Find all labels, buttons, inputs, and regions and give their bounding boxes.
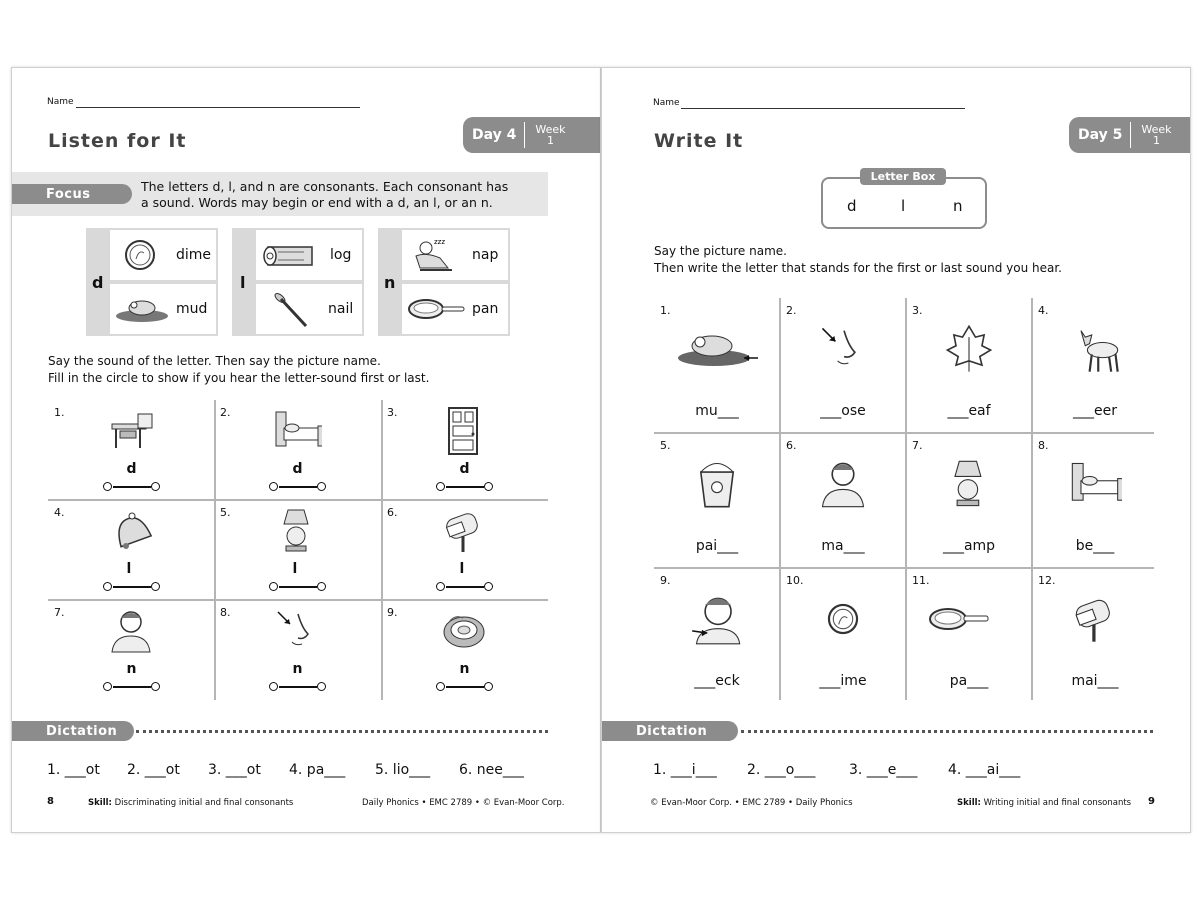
answer-blank[interactable]: pai___	[695, 538, 739, 554]
answer-blank[interactable]: be___	[1075, 538, 1115, 554]
name-line	[76, 106, 360, 108]
item-number: 9.	[387, 606, 398, 619]
grid-item	[381, 400, 548, 500]
dime-icon	[816, 592, 870, 646]
last-circle[interactable]	[484, 682, 493, 691]
first-last-choice	[103, 582, 161, 592]
item-number: 10.	[786, 574, 804, 587]
grid-item	[1032, 433, 1158, 567]
desk-icon	[106, 406, 156, 456]
first-last-choice	[103, 482, 161, 492]
nose-icon	[816, 322, 870, 376]
answer-blank[interactable]: ___ose	[820, 403, 866, 419]
first-circle[interactable]	[436, 582, 445, 591]
grid-item	[214, 400, 381, 500]
lamp-icon	[272, 506, 322, 556]
answer-blank[interactable]: mu___	[695, 403, 739, 419]
focus-text: The letters d, l, and n are consonants. Each consonant has a sound. Words may begin or end with a d, an l, or an n.	[141, 179, 509, 210]
dictation-item[interactable]: 5. lio___	[375, 762, 431, 778]
credit-text: © Evan-Moor Corp. • EMC 2789 • Daily Phonics	[650, 798, 853, 808]
last-circle[interactable]	[484, 582, 493, 591]
mud-icon	[114, 294, 170, 324]
item-number: 9.	[660, 574, 671, 587]
target-letter: n	[126, 661, 137, 677]
dictation-label: Dictation	[602, 721, 738, 741]
first-circle[interactable]	[103, 482, 112, 491]
last-circle[interactable]	[317, 582, 326, 591]
left-page	[11, 67, 601, 833]
door-icon	[439, 406, 489, 456]
key-word: log	[330, 247, 352, 263]
grid-item	[780, 568, 906, 702]
grid-item	[654, 568, 780, 702]
pail-icon	[690, 457, 744, 511]
dictation-item[interactable]: 3. ___ot	[208, 762, 261, 778]
first-last-choice	[269, 482, 327, 492]
svg-text:zzz: zzz	[434, 238, 446, 246]
item-number: 2.	[220, 406, 231, 419]
answer-blank[interactable]: ___eer	[1073, 403, 1117, 419]
grid-item	[48, 500, 215, 600]
last-circle[interactable]	[484, 482, 493, 491]
key-word: dime	[176, 247, 212, 263]
first-circle[interactable]	[269, 682, 278, 691]
page-number: 8	[47, 796, 54, 807]
pan-icon	[406, 296, 466, 322]
item-number: 5.	[660, 439, 671, 452]
grid-item	[780, 433, 906, 567]
first-circle[interactable]	[436, 682, 445, 691]
item-number: 3.	[912, 304, 923, 317]
instructions: Say the picture name. Then write the letter that stands for the first or last sound you hear.	[654, 244, 1062, 275]
bell-icon	[106, 506, 156, 556]
grid-item	[48, 600, 215, 700]
grid-item	[1032, 298, 1158, 432]
first-circle[interactable]	[103, 582, 112, 591]
item-number: 12.	[1038, 574, 1056, 587]
page-number: 9	[1148, 796, 1155, 807]
leaf-icon	[942, 322, 996, 376]
item-number: 7.	[912, 439, 923, 452]
grid-item	[906, 298, 1032, 432]
item-number: 11.	[912, 574, 930, 587]
bed-icon	[1068, 457, 1122, 511]
man-icon	[816, 457, 870, 511]
name-label: Name	[47, 97, 74, 107]
first-last-choice	[269, 582, 327, 592]
item-number: 4.	[54, 506, 65, 519]
grid-item	[654, 433, 780, 567]
item-number: 8.	[1038, 439, 1049, 452]
item-number: 7.	[54, 606, 65, 619]
dictation-item[interactable]: 1. ___ot	[47, 762, 100, 778]
instructions: Say the sound of the letter. Then say the picture name. Fill in the circle to show if you hear the letter-sound first or last.	[48, 354, 430, 385]
item-number: 2.	[786, 304, 797, 317]
item-number: 1.	[54, 406, 65, 419]
item-number: 1.	[660, 304, 671, 317]
dictation-item[interactable]: 3. ___e___	[849, 762, 918, 778]
answer-blank[interactable]: ___eck	[694, 673, 740, 689]
day-label: Day 5	[1078, 127, 1123, 143]
dictation-item[interactable]: 4. pa___	[289, 762, 346, 778]
skill-text: Skill: Writing initial and final consonants	[957, 798, 1132, 808]
last-circle[interactable]	[317, 682, 326, 691]
item-number: 5.	[220, 506, 231, 519]
item-number: 6.	[387, 506, 398, 519]
grid-item	[381, 600, 548, 700]
credit-text: Daily Phonics • EMC 2789 • © Evan-Moor Corp.	[362, 798, 565, 808]
day-tab	[1069, 117, 1190, 153]
nail-icon	[272, 290, 312, 330]
grid-item	[1032, 568, 1158, 702]
right-page	[601, 67, 1191, 833]
grid-item	[214, 600, 381, 700]
pan-icon	[926, 592, 1012, 646]
nap-icon	[408, 234, 462, 276]
target-letter: n	[459, 661, 470, 677]
grid-item	[780, 298, 906, 432]
grid-item	[214, 500, 381, 600]
first-circle[interactable]	[269, 582, 278, 591]
focus-label: Focus	[12, 184, 132, 204]
answer-blank[interactable]: ___amp	[942, 538, 996, 554]
dime-icon	[124, 239, 156, 271]
first-last-choice	[436, 682, 494, 692]
first-circle[interactable]	[269, 482, 278, 491]
page-title: Write It	[654, 130, 744, 152]
key-word: mud	[176, 301, 208, 317]
target-letter: l	[126, 561, 132, 577]
answer-blank[interactable]: pa___	[949, 673, 989, 689]
first-last-choice	[436, 582, 494, 592]
grid-item	[381, 500, 548, 600]
key-box-n: n zzz nap pan	[378, 228, 510, 336]
page-title: Listen for It	[48, 130, 187, 152]
key-word: pan	[472, 301, 499, 317]
target-letter: n	[292, 661, 303, 677]
item-number: 4.	[1038, 304, 1049, 317]
dictation-label: Dictation	[12, 721, 134, 741]
answer-blank[interactable]: ma___	[821, 538, 865, 554]
first-last-choice	[436, 482, 494, 492]
first-circle[interactable]	[436, 482, 445, 491]
item-number: 3.	[387, 406, 398, 419]
name-label: Name	[653, 98, 680, 108]
letter-box-title: Letter Box	[860, 168, 946, 185]
nose-icon	[272, 606, 322, 656]
answer-blank[interactable]: mai___	[1071, 673, 1119, 689]
target-letter: l	[292, 561, 298, 577]
target-letter: d	[292, 461, 303, 477]
answer-blank[interactable]: ___eaf	[947, 403, 991, 419]
last-circle[interactable]	[317, 482, 326, 491]
target-letter: d	[126, 461, 137, 477]
name-line	[681, 107, 965, 109]
mailbox-icon	[439, 506, 489, 556]
log-icon	[262, 242, 318, 270]
mud-icon	[674, 322, 760, 376]
target-letter: d	[459, 461, 470, 477]
day-label: Day 4	[472, 127, 517, 143]
last-circle[interactable]	[151, 582, 160, 591]
deer-icon	[1068, 322, 1122, 376]
day-tab	[463, 117, 600, 153]
grid-item	[906, 568, 1032, 702]
last-circle[interactable]	[151, 682, 160, 691]
key-word: nail	[328, 301, 354, 317]
key-box-l: l log nail	[232, 228, 364, 336]
grid-item	[48, 400, 215, 500]
lamp-icon	[942, 457, 996, 511]
neck-icon	[690, 592, 744, 646]
dictation-item[interactable]: 2. ___o___	[747, 762, 816, 778]
last-circle[interactable]	[151, 482, 160, 491]
key-box-d: d dime mud	[86, 228, 218, 336]
item-number: 6.	[786, 439, 797, 452]
mailbox-icon	[1068, 592, 1122, 646]
first-circle[interactable]	[103, 682, 112, 691]
grid-item	[906, 433, 1032, 567]
item-number: 8.	[220, 606, 231, 619]
dictation-item[interactable]: 1. ___i___	[653, 762, 717, 778]
letter-box: d l n	[821, 177, 987, 229]
week-label: Week 1	[1141, 123, 1172, 147]
dictation-item[interactable]: 2. ___ot	[127, 762, 180, 778]
skill-text: Skill: Discriminating initial and final consonants	[88, 798, 294, 808]
bed-icon	[272, 406, 322, 456]
man-icon	[106, 606, 156, 656]
grid-item	[654, 298, 780, 432]
nest-icon	[439, 606, 489, 656]
week-label: Week 1	[535, 123, 566, 147]
target-letter: l	[459, 561, 465, 577]
answer-blank[interactable]: ___ime	[819, 673, 867, 689]
first-last-choice	[269, 682, 327, 692]
first-last-choice	[103, 682, 161, 692]
dictation-item[interactable]: 6. nee___	[459, 762, 524, 778]
dictation-item[interactable]: 4. ___ai___	[948, 762, 1021, 778]
key-word: nap	[472, 247, 499, 263]
